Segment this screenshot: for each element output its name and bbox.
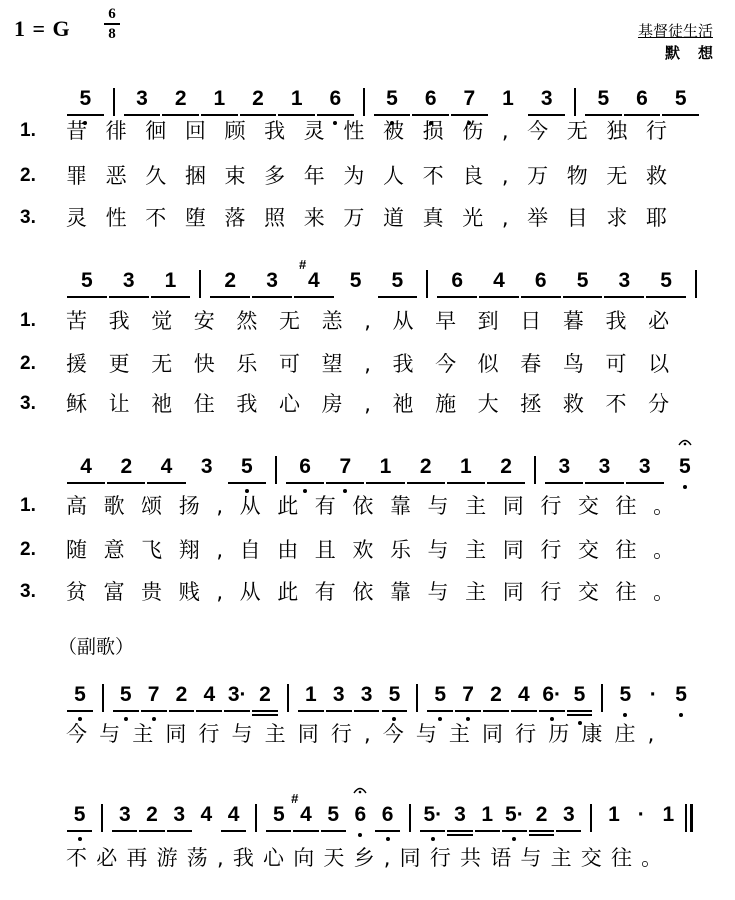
note-value: 3 [118,803,131,826]
beam-underline [437,296,477,298]
note [554,800,584,844]
note-value: 3 [562,803,575,826]
low-octave-dot [623,713,627,717]
beam-underline [604,296,644,298]
final-barline [690,804,693,832]
note [318,800,348,844]
note-value: 6 [329,84,341,114]
beam-underline [427,710,453,712]
note [653,800,683,844]
barline [101,804,103,832]
barline [409,804,411,832]
note-value: 5 [79,84,91,114]
note-value: 3 [598,455,611,478]
note-value: 5 [272,803,285,826]
note-value: 3 [558,455,571,478]
beam-underline [567,714,593,716]
barline [685,804,687,832]
barline [255,804,257,832]
note-value: 6 [299,452,311,482]
note-value: 2 [490,683,502,706]
note-value: 5 [660,269,672,292]
beam-underline [447,482,485,484]
lyric-row [0,348,735,380]
barline [590,804,592,832]
beam-underline [321,830,346,832]
barline [695,270,697,298]
fermata-icon [353,786,367,794]
beam-underline [479,296,519,298]
note-value: 5· [505,800,524,830]
note [626,800,656,844]
note-value: 2 [120,455,133,478]
beam-underline [354,710,380,712]
note [373,800,403,844]
beam-underline [113,710,139,712]
note-value: 6 [425,84,437,114]
note-value: 7 [463,84,475,114]
note-value: 5· [423,800,442,830]
low-octave-dot [683,485,687,489]
beam-underline [420,830,445,832]
barline [426,270,428,298]
beam-underline [545,482,583,484]
barline [287,684,289,712]
note [137,800,167,844]
note [72,266,102,310]
key-signature: 1 = G [14,16,71,41]
lyric-row [0,160,735,192]
note-value: 1 [608,803,620,826]
beam-underline [67,710,93,712]
low-octave-dot [386,837,390,841]
note-value: 5 [574,680,586,710]
note-value: 5 [679,452,691,482]
low-octave-dot [358,833,362,837]
note [345,800,375,844]
note [155,266,185,310]
note [445,800,475,844]
note [65,800,95,844]
barline [534,456,536,484]
note-value: 5 [74,680,86,710]
note-value: 5 [386,84,398,114]
note-value: 3 [173,803,186,826]
note-value: 2 [252,87,264,110]
note-value: 6· [542,680,561,710]
beam-underline [521,296,561,298]
beam-underline [286,482,324,484]
note-value: 5 [389,680,401,710]
beam-underline [539,710,565,712]
beam-underline [326,710,352,712]
note-value: 6 [534,269,547,292]
note-value: 3 [200,455,213,478]
note-value: 3 [540,87,553,110]
beam-underline [585,482,623,484]
note-value: 5 [620,680,632,710]
beam-underline [139,830,164,832]
beam-underline [475,830,500,832]
beam-underline [293,830,318,832]
note-value: 2 [224,269,237,292]
barline [275,456,277,484]
note [484,266,514,310]
note-value: 3 [122,269,135,292]
note-value: 4 [493,269,505,292]
note-value: 5 [674,87,687,110]
note [472,800,502,844]
lyric-text: 不必再游荡,我心向天乡,同行共语与主交往。 [66,846,672,870]
beam-underline [567,710,593,712]
note-value: 1 [481,803,494,826]
beam-underline [529,834,554,836]
beam-underline [151,296,191,298]
note-value: 4 [80,455,92,478]
beam-underline [556,830,581,832]
barline [363,88,365,116]
note-value: 1 [290,87,303,110]
low-octave-dot [78,837,82,841]
music-row [0,257,735,310]
beam-underline [141,710,167,712]
sharp-icon: # [298,257,307,272]
note-value: · [649,683,657,706]
time-signature-line [104,23,120,25]
note-value: 5 [576,269,589,292]
note-value: 5 [327,803,340,826]
lyric-row [0,718,735,750]
beam-underline [626,482,664,484]
note-value: 2 [500,455,512,478]
beam-underline [483,710,509,712]
note-value: 5 [74,800,86,830]
note-value: 3· [227,683,247,706]
note [291,791,321,844]
note-value: 3 [618,269,631,292]
note [215,266,245,310]
note-value: 5 [597,87,610,110]
note [298,257,329,310]
note-value: 5 [391,269,404,292]
beam-underline [511,710,537,712]
note-value: 5 [241,452,253,482]
note [526,266,556,310]
note [568,266,598,310]
note [264,800,294,844]
beam-underline [375,830,400,832]
barline [199,270,201,298]
time-signature-bottom: 8 [108,26,116,42]
time-signature [104,6,120,42]
note [341,266,371,310]
lyric-row [0,490,735,522]
beam-underline [228,482,266,484]
note-value: 2 [146,803,158,826]
note [219,800,249,844]
note [499,800,529,844]
beam-underline [221,830,246,832]
beam-underline [67,830,92,832]
note-value: 2 [175,683,188,706]
fermata-icon [678,438,692,446]
note-value: 7 [339,452,351,482]
note [257,266,287,310]
lyric-text: 罪恶久捆束多年为人不良,万物无救 [66,164,686,188]
note-value: 2 [259,683,271,706]
note-value: 5 [120,680,132,710]
note [164,800,194,844]
verse-number: 3. [20,581,36,602]
beam-underline [252,296,292,298]
beam-underline [67,296,107,298]
note-value: 1 [502,87,514,110]
verse-number: 2. [20,353,36,374]
verse-number: 1. [20,310,36,331]
lyric-text: 今与主同行与主同行,今与主同行历康庄, [66,722,667,746]
note [418,800,448,844]
lyric-text: 随意飞翔,自由且欢乐与主同行交往。 [66,538,691,562]
note-value: 4 [200,803,213,826]
note [651,266,681,310]
note-value: 5 [81,269,93,292]
note-value: 3 [454,803,466,826]
lyric-text: 援更无快乐可望,我今似春鸟可以 [66,352,691,376]
verse-number: 1. [20,120,36,141]
note [114,266,144,310]
beam-underline [487,482,525,484]
beam-underline [298,710,324,712]
note-value: 7 [148,680,160,710]
beam-underline [167,830,192,832]
lyric-text: 灵性不堕落照来万道真光,举目求耶 [66,206,686,230]
note-value: 2 [419,455,432,478]
source-credit: 基督徒生活 [637,22,713,40]
lyric-row [0,842,735,874]
beam-underline [210,296,250,298]
beam-underline [224,710,250,712]
note-value: 3 [136,87,148,110]
lyric-row [0,305,735,337]
beam-underline [529,830,554,832]
note-value: 1 [305,683,317,706]
beam-underline [67,482,105,484]
beam-underline [147,482,185,484]
note-value: 4 [227,803,240,826]
beam-underline [646,296,686,298]
lyric-text: 稣让祂住我心房,祂施大拯救不分 [66,392,691,416]
music-row [0,791,735,844]
note-value: 6 [382,800,394,830]
note-value: 3 [638,455,651,478]
note-value: 2 [535,803,548,826]
beam-underline [109,296,149,298]
note [609,266,639,310]
beam-underline [266,830,291,832]
note-value: · [637,803,645,826]
barline [574,88,576,116]
barline [601,684,603,712]
beam-underline [112,830,137,832]
note-value: 1 [460,455,472,478]
note-value: 7 [462,680,474,710]
beam-underline [447,830,472,832]
lyric-row [0,115,735,147]
note [191,800,221,844]
beam-underline [326,482,364,484]
lyric-row [0,202,735,234]
note-value: 2 [174,87,187,110]
beam-underline [502,830,527,832]
beam-underline [563,296,603,298]
note-value: 3 [332,683,345,706]
note-value: 1 [213,87,226,110]
beam-underline [169,710,195,712]
barline [416,684,418,712]
lyric-text: 贫富贵贱,从此有依靠与主同行交往。 [66,580,691,604]
sharp-icon: # [291,791,299,806]
note [442,266,472,310]
beam-underline [382,710,408,712]
lyric-text: 高歌颂扬,从此有依靠与主同行交往。 [66,494,691,518]
verse-number: 2. [20,539,36,560]
note-value: 5 [675,680,687,710]
note-value: 6 [355,800,367,830]
barline [113,88,115,116]
note-value: 1 [164,269,177,292]
beam-underline [252,710,278,712]
verse-number: 3. [20,393,36,414]
verse-number: 3. [20,207,36,228]
note-value: 3 [266,269,278,292]
beam-underline [407,482,445,484]
lyric-text: 苦我觉安然无恙,从早到日暮我必 [66,309,691,333]
beam-underline [252,714,278,716]
note-value: 3 [360,683,373,706]
beam-underline [294,296,334,298]
low-octave-dot [431,837,435,841]
lyric-row [0,534,735,566]
beam-underline [447,834,472,836]
note-value: 6 [636,87,648,110]
note-value: 4 # [291,791,312,826]
note [527,800,557,844]
note-value: 5 [349,269,362,292]
lyric-row [0,576,735,608]
note-value: 6 [451,269,464,292]
note-value: 4 [203,683,216,706]
lyric-text: 昔徘徊回顾我灵性被损伤,今无独行 [66,119,686,143]
note-value: 4 [517,683,530,706]
beam-underline [107,482,145,484]
refrain-label: （副歌） [58,636,135,658]
beam-underline [455,710,481,712]
low-octave-dot [512,837,516,841]
note-value: 4 [160,455,173,478]
verse-number: 1. [20,495,36,516]
note [599,800,629,844]
beam-underline [196,710,222,712]
note-value: 1 [662,803,675,826]
lyric-row [0,388,735,420]
low-octave-dot [679,713,683,717]
barline [102,684,104,712]
note [382,266,412,310]
note-value: 1 [379,455,392,478]
author-credit: 默想 [664,44,731,62]
beam-underline [366,482,404,484]
time-signature-top: 6 [108,6,116,22]
note-value: 5 [434,680,446,710]
beam-underline [378,296,418,298]
note [110,800,140,844]
verse-number: 2. [20,165,36,186]
note-value: 4 # [298,257,320,292]
